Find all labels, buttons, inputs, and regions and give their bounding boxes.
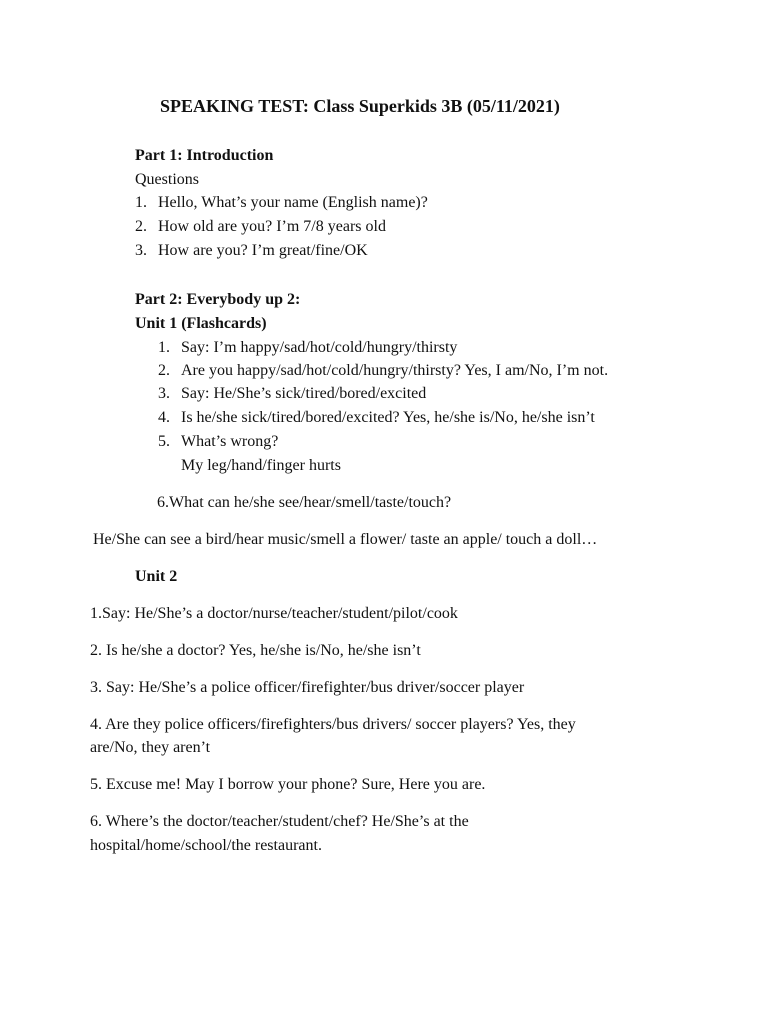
part1-item <box>135 241 368 261</box>
part1-heading: Part 1: Introduction <box>135 147 274 164</box>
item-number: 3. <box>158 385 170 402</box>
item-text: Say: I’m happy/sad/hot/cold/hungry/thirsty <box>181 339 458 356</box>
unit2-item: 2. Is he/she a doctor? Yes, he/she is/No, he/she isn’t <box>90 642 421 659</box>
unit2-item: 6. Where’s the doctor/teacher/student/chef? He/She’s at the <box>90 813 469 830</box>
item-number: 2. <box>135 218 147 235</box>
item-text: Hello, What’s your name (English name)? <box>158 194 428 211</box>
unit2-item: 5. Excuse me! May I borrow your phone? Sure, Here you are. <box>90 776 486 793</box>
item-number: 5. <box>158 433 170 450</box>
part1-subheading: Questions <box>135 171 199 188</box>
part1-item <box>135 217 386 237</box>
item-number: 4. <box>158 409 170 426</box>
item-number: 2. <box>158 362 170 379</box>
item-text: What’s wrong? <box>181 433 279 450</box>
item-text: How are you? I’m great/fine/OK <box>158 242 368 259</box>
unit1-item5-answer: My leg/hand/finger hurts <box>181 457 341 474</box>
unit1-item <box>158 432 278 452</box>
unit2-item-continued: hospital/home/school/the restaurant. <box>90 837 322 854</box>
item-text: Is he/she sick/tired/bored/excited? Yes, he/she is/No, he/she isn’t <box>181 409 595 426</box>
unit1-item6: 6.What can he/she see/hear/smell/taste/touch? <box>157 494 452 511</box>
part2-heading: Part 2: Everybody up 2: <box>135 291 301 308</box>
unit2-item: 3. Say: He/She’s a police officer/firefighter/bus driver/soccer player <box>90 679 525 696</box>
page-title: SPEAKING TEST: Class Superkids 3B (05/11/2021) <box>160 96 560 116</box>
unit2-heading: Unit 2 <box>135 568 178 585</box>
unit1-item6-answer: He/She can see a bird/hear music/smell a flower/ taste an apple/ touch a doll… <box>93 531 598 548</box>
unit2-item: 1.Say: He/She’s a doctor/nurse/teacher/student/pilot/cook <box>90 605 458 622</box>
unit1-heading: Unit 1 (Flashcards) <box>135 315 267 332</box>
unit1-item <box>158 338 457 358</box>
item-number: 1. <box>158 339 170 356</box>
item-text: Are you happy/sad/hot/cold/hungry/thirsty? Yes, I am/No, I’m not. <box>181 362 609 379</box>
unit1-item <box>158 408 595 428</box>
item-text: Say: He/She’s sick/tired/bored/excited <box>181 385 427 402</box>
unit2-item-continued: are/No, they aren’t <box>90 739 211 756</box>
part1-item <box>135 193 428 213</box>
item-number: 3. <box>135 242 147 259</box>
item-text: How old are you? I’m 7/8 years old <box>158 218 386 235</box>
unit1-item <box>158 384 426 404</box>
unit1-item <box>158 361 608 381</box>
unit2-item: 4. Are they police officers/firefighters/bus drivers/ soccer players? Yes, they <box>90 716 576 733</box>
item-number: 1. <box>135 194 147 211</box>
